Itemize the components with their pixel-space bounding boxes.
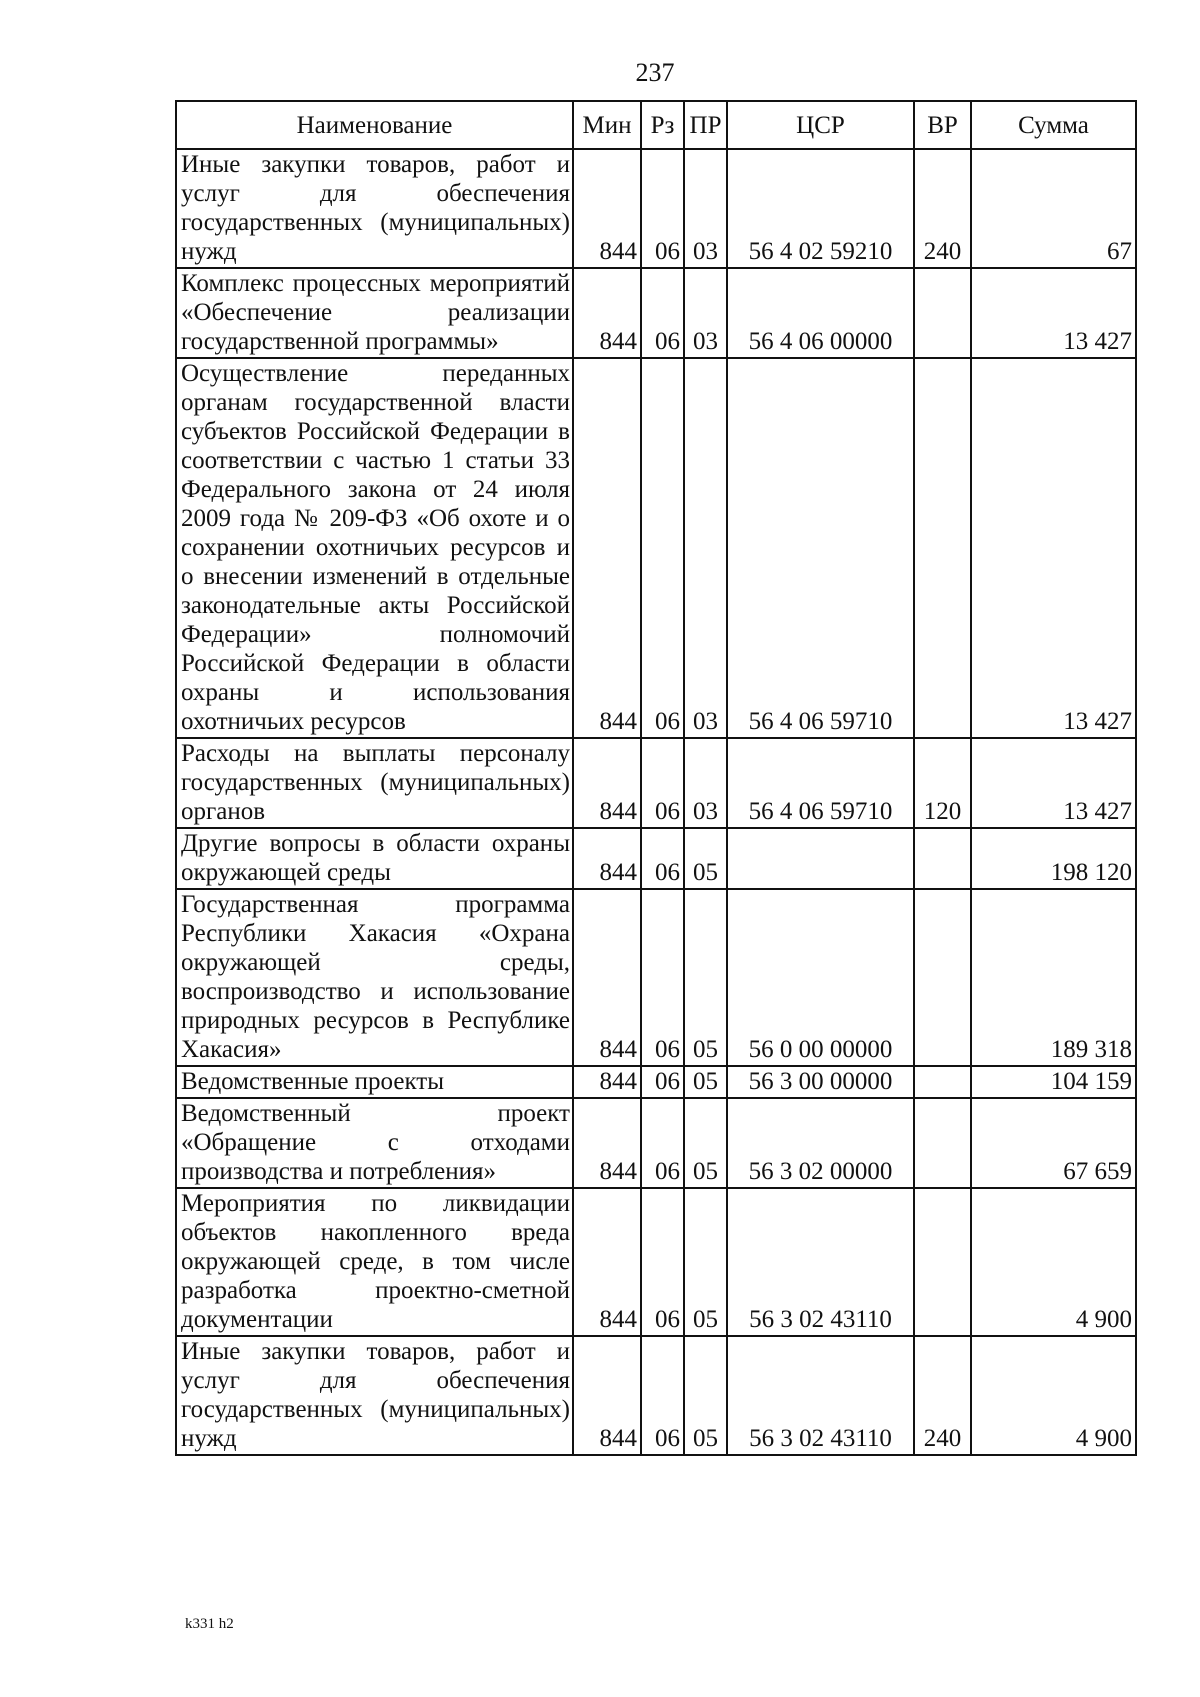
cell-sum: 4 900 bbox=[971, 1336, 1136, 1455]
cell-rz: 06 bbox=[641, 1336, 684, 1455]
cell-name: Расходы на выплаты персоналу государственных (муниципальных) органов bbox=[176, 738, 573, 828]
table-header-row bbox=[176, 101, 1136, 149]
cell-name: Мероприятия по ликвидации объектов накопленного вреда окружающей среде, в том числе разработка проектно-сметной документации bbox=[176, 1188, 573, 1336]
header-sum: Сумма bbox=[971, 101, 1136, 149]
cell-sum: 4 900 bbox=[971, 1188, 1136, 1336]
cell-vr: 240 bbox=[914, 1336, 971, 1455]
cell-rz: 06 bbox=[641, 828, 684, 889]
cell-csr: 56 3 00 00000 bbox=[727, 1066, 914, 1098]
cell-vr bbox=[914, 268, 971, 358]
cell-sum: 189 318 bbox=[971, 889, 1136, 1066]
cell-name: Иные закупки товаров, работ и услуг для обеспечения государственных (муниципальных) нужд bbox=[176, 1336, 573, 1455]
cell-min: 844 bbox=[573, 1066, 641, 1098]
cell-sum: 13 427 bbox=[971, 358, 1136, 738]
table-row bbox=[176, 1066, 1136, 1098]
header-csr: ЦСР bbox=[727, 101, 914, 149]
cell-pr: 03 bbox=[684, 149, 727, 268]
cell-csr: 56 4 06 59710 bbox=[727, 738, 914, 828]
cell-rz: 06 bbox=[641, 738, 684, 828]
cell-csr: 56 4 06 59710 bbox=[727, 358, 914, 738]
cell-min: 844 bbox=[573, 889, 641, 1066]
cell-vr bbox=[914, 1188, 971, 1336]
cell-rz: 06 bbox=[641, 149, 684, 268]
cell-csr: 56 4 02 59210 bbox=[727, 149, 914, 268]
cell-min: 844 bbox=[573, 149, 641, 268]
cell-min: 844 bbox=[573, 268, 641, 358]
cell-min: 844 bbox=[573, 738, 641, 828]
footer-code: k331 h2 bbox=[185, 1616, 234, 1632]
table-row bbox=[176, 149, 1136, 268]
header-pr: ПР bbox=[684, 101, 727, 149]
cell-vr bbox=[914, 358, 971, 738]
cell-csr: 56 4 06 00000 bbox=[727, 268, 914, 358]
cell-min: 844 bbox=[573, 828, 641, 889]
cell-sum: 104 159 bbox=[971, 1066, 1136, 1098]
cell-name: Комплекс процессных мероприятий «Обеспечение реализации государственной программы» bbox=[176, 268, 573, 358]
table-row bbox=[176, 268, 1136, 358]
cell-sum: 67 659 bbox=[971, 1098, 1136, 1188]
cell-vr bbox=[914, 1066, 971, 1098]
cell-min: 844 bbox=[573, 358, 641, 738]
cell-name: Ведомственные проекты bbox=[176, 1066, 573, 1098]
cell-sum: 13 427 bbox=[971, 268, 1136, 358]
header-name: Наименование bbox=[176, 101, 573, 149]
budget-table bbox=[175, 100, 1137, 1456]
cell-vr: 120 bbox=[914, 738, 971, 828]
cell-csr: 56 3 02 43110 bbox=[727, 1336, 914, 1455]
cell-rz: 06 bbox=[641, 889, 684, 1066]
cell-name: Другие вопросы в области охраны окружающей среды bbox=[176, 828, 573, 889]
cell-csr: 56 0 00 00000 bbox=[727, 889, 914, 1066]
header-min: Мин bbox=[573, 101, 641, 149]
cell-min: 844 bbox=[573, 1098, 641, 1188]
cell-rz: 06 bbox=[641, 1098, 684, 1188]
cell-csr: 56 3 02 00000 bbox=[727, 1098, 914, 1188]
cell-pr: 03 bbox=[684, 268, 727, 358]
cell-pr: 03 bbox=[684, 738, 727, 828]
cell-vr bbox=[914, 828, 971, 889]
table-row bbox=[176, 1336, 1136, 1455]
cell-rz: 06 bbox=[641, 1066, 684, 1098]
cell-pr: 03 bbox=[684, 358, 727, 738]
cell-min: 844 bbox=[573, 1188, 641, 1336]
cell-pr: 05 bbox=[684, 1188, 727, 1336]
cell-name: Иные закупки товаров, работ и услуг для обеспечения государственных (муниципальных) нужд bbox=[176, 149, 573, 268]
cell-name: Ведомственный проект «Обращение с отходами производства и потребления» bbox=[176, 1098, 573, 1188]
cell-min: 844 bbox=[573, 1336, 641, 1455]
cell-vr bbox=[914, 1098, 971, 1188]
table-row bbox=[176, 1188, 1136, 1336]
cell-rz: 06 bbox=[641, 268, 684, 358]
cell-pr: 05 bbox=[684, 889, 727, 1066]
header-vr: ВР bbox=[914, 101, 971, 149]
cell-name: Осуществление переданных органам государственной власти субъектов Российской Федерации в соответствии с частью 1 статьи 33 Федерального закона от 24 июля 2009 года № 209-ФЗ «Об охоте и о сохранении охотничьих ресурсов и о внесении изменений в отдельные законодательные акты Российской Федерации» полномочий Российской Федерации в области охраны и использования охотничьих ресурсов bbox=[176, 358, 573, 738]
cell-pr: 05 bbox=[684, 828, 727, 889]
cell-pr: 05 bbox=[684, 1066, 727, 1098]
cell-sum: 67 bbox=[971, 149, 1136, 268]
header-rz: Рз bbox=[641, 101, 684, 149]
table-row bbox=[176, 738, 1136, 828]
cell-csr bbox=[727, 828, 914, 889]
cell-pr: 05 bbox=[684, 1336, 727, 1455]
page-number: 237 bbox=[635, 58, 675, 87]
cell-sum: 198 120 bbox=[971, 828, 1136, 889]
cell-csr: 56 3 02 43110 bbox=[727, 1188, 914, 1336]
cell-rz: 06 bbox=[641, 1188, 684, 1336]
cell-sum: 13 427 bbox=[971, 738, 1136, 828]
table-row bbox=[176, 358, 1136, 738]
cell-name: Государственная программа Республики Хакасия «Охрана окружающей среды, воспроизводство и использование природных ресурсов в Республике Хакасия» bbox=[176, 889, 573, 1066]
table-row bbox=[176, 828, 1136, 889]
cell-vr bbox=[914, 889, 971, 1066]
cell-pr: 05 bbox=[684, 1098, 727, 1188]
cell-vr: 240 bbox=[914, 149, 971, 268]
table-row bbox=[176, 1098, 1136, 1188]
table-row bbox=[176, 889, 1136, 1066]
cell-rz: 06 bbox=[641, 358, 684, 738]
